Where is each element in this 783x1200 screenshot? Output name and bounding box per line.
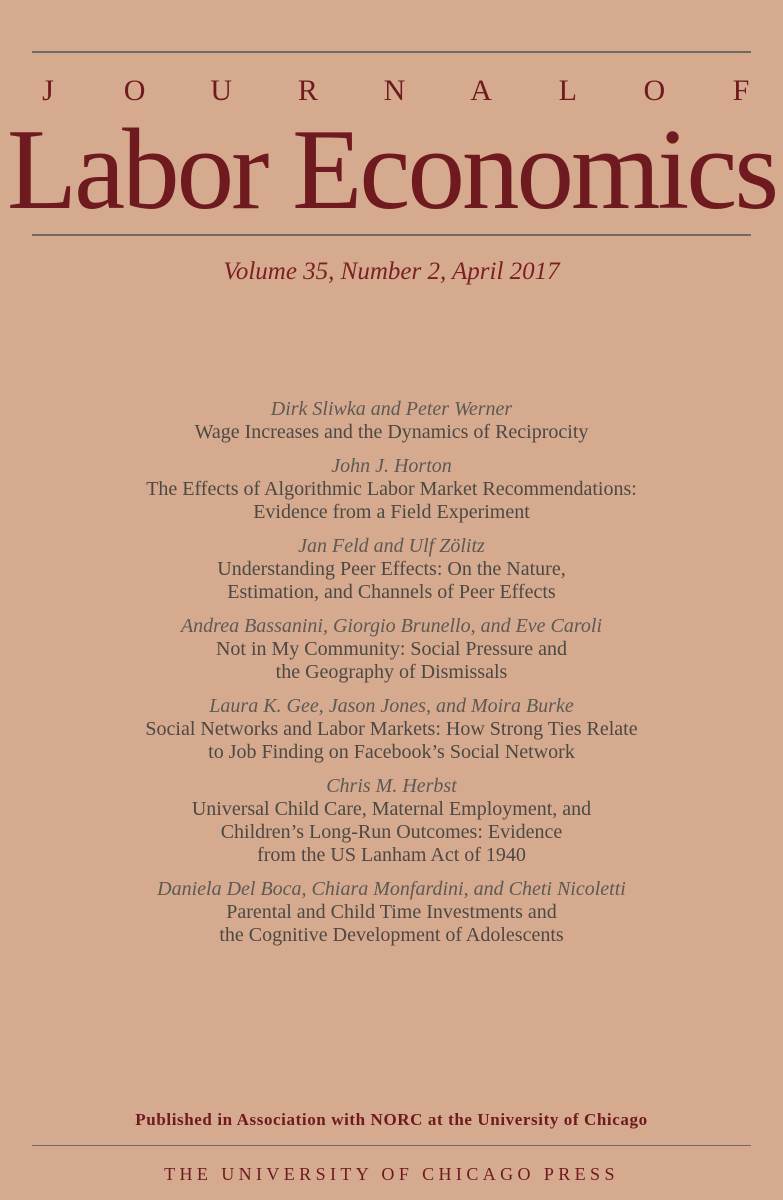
article-authors: John J. Horton — [331, 455, 452, 477]
article-entry — [0, 615, 783, 684]
article-title: the Geography of Dismissals — [275, 661, 508, 683]
article-entry — [0, 878, 783, 947]
article-authors: Dirk Sliwka and Peter Werner — [270, 398, 513, 420]
article-title: Social Networks and Labor Markets: How Strong Ties Relate — [145, 718, 638, 740]
issue-line: Volume 35, Number 2, April 2017 — [223, 258, 560, 285]
article-title: from the US Lanham Act of 1940 — [257, 844, 526, 866]
overline-letter: R — [297, 74, 318, 107]
article-authors: Jan Feld and Ulf Zölitz — [298, 535, 485, 557]
article-entry — [0, 535, 783, 604]
article-entry — [0, 455, 783, 524]
article-title: Children’s Long-Run Outcomes: Evidence — [220, 821, 563, 843]
footer-rule — [32, 1145, 751, 1146]
overline-letter: L — [558, 74, 577, 107]
article-authors: Andrea Bassanini, Giorgio Brunello, and Eve Caroli — [180, 615, 603, 637]
article-title: to Job Finding on Facebook’s Social Network — [208, 741, 575, 763]
journal-of-overline — [32, 76, 757, 106]
article-title: Parental and Child Time Investments and — [226, 901, 557, 923]
overline-letter: N — [383, 74, 406, 107]
journal-title: Labor Economics — [6, 106, 777, 233]
association-line: Published in Association with NORC at the University of Chicago — [135, 1110, 648, 1129]
top-rule — [32, 51, 751, 53]
masthead-rule — [32, 234, 751, 236]
article-entry — [0, 695, 783, 764]
article-title: Understanding Peer Effects: On the Nature, — [217, 558, 566, 580]
overline-letter: J — [42, 74, 54, 107]
article-authors: Daniela Del Boca, Chiara Monfardini, and Cheti Nicoletti — [157, 878, 626, 900]
table-of-contents — [0, 398, 783, 958]
overline-letter: O — [123, 74, 146, 107]
article-authors: Laura K. Gee, Jason Jones, and Moira Burke — [209, 695, 574, 717]
overline-letter: F — [732, 74, 750, 107]
article-title: Estimation, and Channels of Peer Effects — [227, 581, 556, 603]
overline-letter: U — [210, 74, 233, 107]
publisher-name: THE UNIVERSITY OF CHICAGO PRESS — [164, 1164, 619, 1184]
article-title: Evidence from a Field Experiment — [253, 501, 530, 523]
article-entry — [0, 398, 783, 444]
overline-letter: A — [470, 74, 492, 107]
article-authors: Chris M. Herbst — [326, 775, 457, 797]
article-entry — [0, 775, 783, 867]
article-title: The Effects of Algorithmic Labor Market Recommendations: — [146, 478, 637, 500]
article-title: the Cognitive Development of Adolescents — [219, 924, 564, 946]
article-title: Wage Increases and the Dynamics of Reciprocity — [194, 421, 589, 443]
overline-letter: O — [643, 74, 666, 107]
article-title: Not in My Community: Social Pressure and — [215, 638, 568, 660]
article-title: Universal Child Care, Maternal Employment, and — [191, 798, 592, 820]
